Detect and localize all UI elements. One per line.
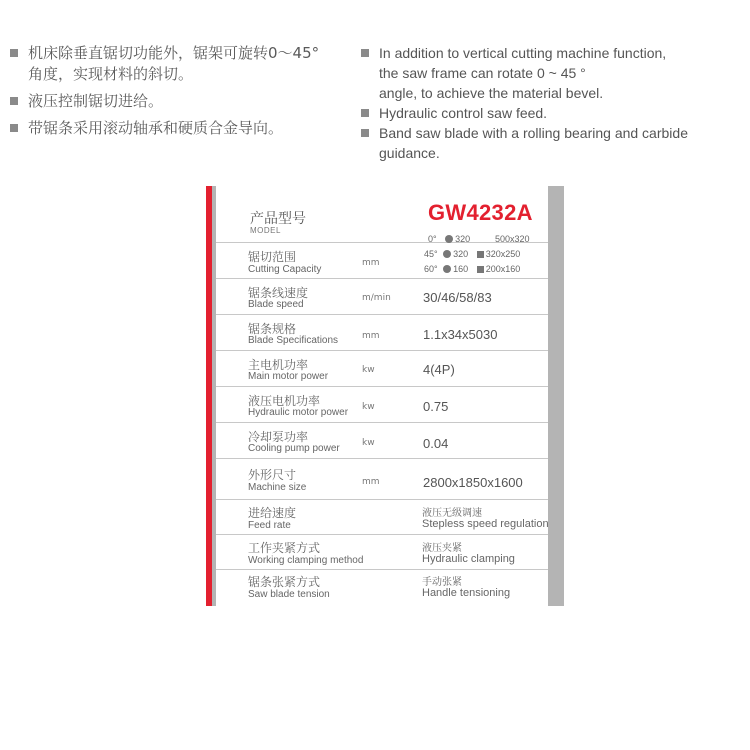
spec-row-blade-tension: [216, 570, 548, 606]
spec-card: [206, 186, 564, 606]
round-section-icon: [445, 235, 453, 243]
spec-unit: mm: [362, 331, 380, 341]
feature-cn-1: [10, 43, 350, 85]
spec-row-hydraulic-motor: [216, 387, 548, 423]
spec-row-main-motor: [216, 351, 548, 387]
rect-section-icon: [477, 251, 484, 258]
spec-label-cn: 外形尺寸: [248, 468, 297, 482]
spec-value-en: Stepless speed regulation: [422, 518, 549, 530]
capacity-angle-45-rect: 320x250: [485, 249, 521, 259]
accent-bar: [206, 186, 212, 606]
spec-label-en: Feed rate: [248, 520, 291, 531]
spec-label-en: Saw blade tension: [248, 589, 330, 600]
spec-row-clamping: [216, 535, 548, 570]
feature-cn-3: [10, 118, 350, 139]
features-chinese: [10, 43, 350, 145]
bullet-square-icon: [10, 97, 18, 105]
spec-value: 2800x1850x1600: [423, 475, 523, 490]
spec-unit: mm: [362, 477, 380, 487]
capacity-angle-45: [424, 249, 520, 259]
capacity-angle-0: [428, 234, 470, 244]
spec-value: 30/46/58/83: [423, 290, 492, 305]
model-label-cn: 产品型号: [250, 211, 306, 227]
bullet-square-icon: [361, 109, 369, 117]
spec-row-blade-speed: [216, 279, 548, 315]
spec-label-cn: 锯条线速度: [248, 286, 309, 300]
spec-value-en: Handle tensioning: [422, 587, 511, 599]
feature-cn-3-line-1: 带锯条采用滚动轴承和硬质合金导向。: [28, 119, 284, 137]
card-side-strip: [548, 186, 564, 606]
spec-value: 4(4P): [423, 362, 455, 377]
feature-en-1-line-1: In addition to vertical cutting machine function,: [379, 45, 667, 61]
rect-section-icon: [477, 266, 484, 273]
feature-en-2: [361, 103, 746, 123]
feature-en-1-line-2: the saw frame can rotate 0 ~ 45 °: [379, 65, 586, 81]
spec-value: 0.04: [423, 436, 449, 451]
spec-table: [216, 186, 548, 606]
feature-en-1: [361, 43, 746, 103]
spec-unit: m/min: [362, 293, 391, 303]
spec-label-en: Hydraulic motor power: [248, 407, 349, 418]
model-label-en: MODEL: [250, 226, 281, 235]
feature-en-3: [361, 123, 746, 163]
feature-cn-1-line-2: 角度，实现材料的斜切。: [28, 65, 194, 83]
round-section-icon: [443, 250, 451, 258]
capacity-unit: mm: [362, 258, 380, 268]
features-english: [361, 43, 746, 163]
feature-cn-1-line-1: 机床除垂直锯切功能外，锯架可旋转0～45°: [28, 44, 320, 62]
feature-en-2-line-1: Hydraulic control saw feed.: [379, 105, 548, 121]
spec-label-en: Working clamping method: [248, 555, 364, 566]
capacity-angle-60-rect: 200x160: [485, 264, 521, 274]
spec-label-cn: 进给速度: [248, 506, 297, 520]
spec-row-cooling-pump: [216, 423, 548, 459]
spec-value-cn: 手动张紧: [422, 577, 462, 588]
spec-label-en: Blade speed: [248, 299, 304, 310]
capacity-angle-0-round: 320: [455, 234, 471, 244]
feature-cn-2: [10, 91, 350, 112]
capacity-angle-60-round: 160: [453, 264, 469, 274]
spec-value-en: Hydraulic clamping: [422, 553, 515, 565]
spec-label-cn: 工作夹紧方式: [248, 541, 321, 555]
spec-value-cn: 液压夹紧: [422, 543, 462, 554]
capacity-angle-60-label: 60°: [424, 264, 438, 274]
spec-row-feed-rate: [216, 500, 548, 535]
spec-label-en: Main motor power: [248, 371, 329, 382]
capacity-label-en: Cutting Capacity: [248, 264, 322, 275]
capacity-angle-0-rect: 500x320: [495, 234, 530, 244]
capacity-angle-45-round: 320: [453, 249, 469, 259]
capacity-angle-0-label: 0°: [428, 234, 437, 244]
spec-label-en: Cooling pump power: [248, 443, 340, 454]
spec-value: 0.75: [423, 399, 449, 414]
spec-label-cn: 锯条张紧方式: [248, 575, 321, 589]
bullet-square-icon: [361, 129, 369, 137]
spec-row-blade-spec: [216, 315, 548, 351]
spec-unit: kw: [362, 438, 375, 448]
model-value: GW4232A: [428, 200, 533, 225]
capacity-angle-60: [424, 264, 520, 274]
spec-row-machine-size: [216, 459, 548, 500]
spec-label-cn: 锯条规格: [248, 322, 297, 336]
spec-value-cn: 液压无级调速: [422, 508, 482, 519]
bullet-square-icon: [361, 49, 369, 57]
spec-value: 1.1x34x5030: [423, 327, 498, 342]
bullet-square-icon: [10, 49, 18, 57]
round-section-icon: [443, 265, 451, 273]
spec-unit: kw: [362, 365, 375, 375]
spec-label-en: Machine size: [248, 482, 307, 493]
spec-unit: kw: [362, 402, 375, 412]
capacity-label-cn: 锯切范围: [248, 250, 297, 264]
spec-label-en: Blade Specifications: [248, 335, 339, 346]
spec-label-cn: 冷却泵功率: [248, 430, 309, 444]
spec-label-cn: 液压电机功率: [248, 394, 321, 408]
capacity-angle-45-label: 45°: [424, 249, 438, 259]
spec-label-cn: 主电机功率: [248, 358, 309, 372]
feature-en-3-line-1: Band saw blade with a rolling bearing and carbide guidance.: [379, 125, 688, 161]
feature-cn-2-line-1: 液压控制锯切进给。: [28, 92, 164, 110]
feature-en-1-line-3: angle, to achieve the material bevel.: [379, 85, 604, 101]
bullet-square-icon: [10, 124, 18, 132]
